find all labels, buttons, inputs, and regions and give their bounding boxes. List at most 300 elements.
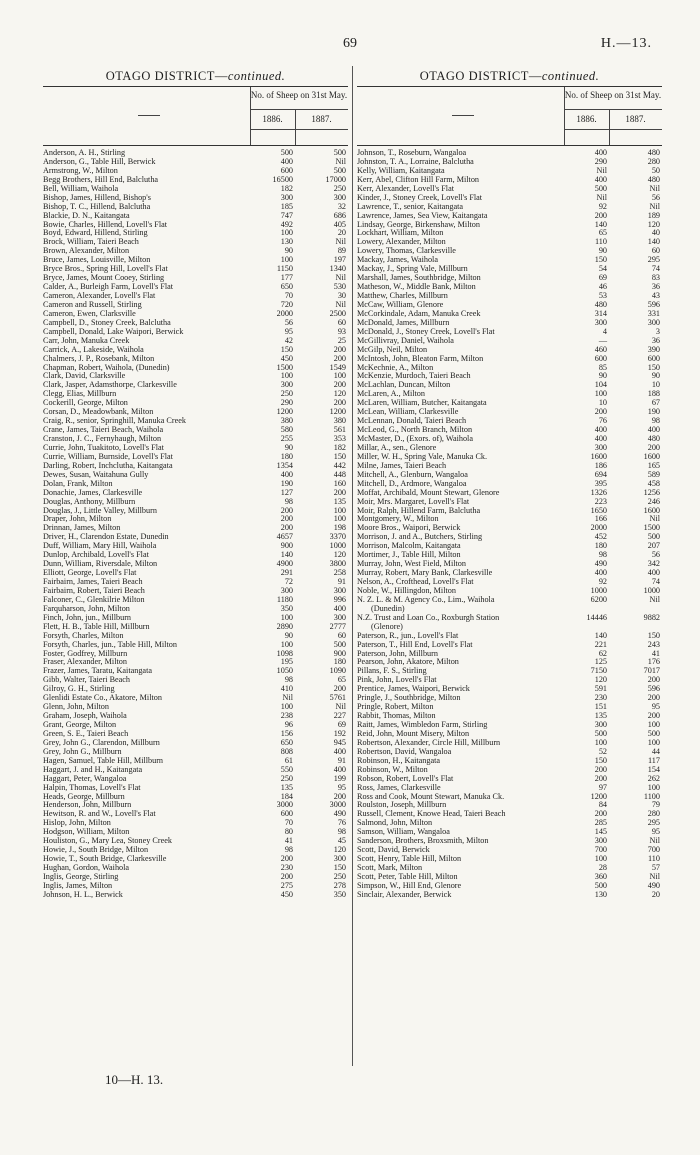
sheep-1887-cell: 561 [333,425,346,435]
sheep-1887-cell: 600 [647,353,660,363]
sheep-1887-cell: 188 [647,389,660,399]
owner-name-cell: Hagen, Samuel, Table Hill, Millburn [43,755,164,765]
table-row [43,774,348,783]
table-row [43,327,348,336]
owner-name-cell: Sanderson, Brothers, Broxsmith, Milton [357,836,489,846]
sheep-1887-cell: 83 [651,273,660,283]
table-row [43,443,348,452]
sheep-1886-cell: 400 [594,568,607,578]
sheep-1886-cell: 41 [284,836,293,846]
sheep-1886-cell: 127 [280,487,293,497]
sheep-1887-cell: 95 [651,702,660,712]
owner-name-cell: Heads, George, Millburn [43,791,125,801]
header-rule [250,129,348,130]
table-row [357,479,662,488]
table-row [43,523,348,532]
owner-name-cell: Mortimer, J., Table Hill, Milton [357,550,461,560]
sheep-1886-cell: 500 [280,148,293,157]
table-row [43,532,348,541]
sheep-1887-cell: 353 [333,434,346,443]
table-row [357,872,662,881]
sheep-1887-cell: 448 [333,469,346,479]
sheep-1887-cell: 89 [337,246,346,256]
owner-name-cell: Campbell, Donald, Lake Waipori, Berwick [43,326,184,336]
column-title-main: OTAGO DISTRICT— [105,69,228,83]
table-row [43,470,348,479]
sheep-1887-cell: Nil [649,871,660,881]
table-row [43,452,348,461]
table-row [43,497,348,506]
sheep-1886-cell: 4657 [276,532,293,542]
sheep-1887-cell: 95 [651,827,660,837]
sheep-1887-cell: Nil [335,299,346,309]
sheep-1886-cell: 300 [280,380,293,390]
table-row [357,380,662,389]
sheep-1886-cell: 250 [280,389,293,399]
sheep-1886-cell: 151 [594,702,607,712]
owner-name-cell: McLaren, A., Milton [357,389,425,399]
sheep-1887-cell: 589 [647,469,660,479]
sheep-1887-cell: 500 [647,728,660,738]
table-row [43,845,348,854]
sheep-1887-cell: 150 [647,362,660,372]
sheep-1886-cell: 600 [280,165,293,175]
owner-name-cell: Bryce Bros., Spring Hill, Lovell's Flat [43,264,168,274]
owner-name-cell: Anderson, G., Table Hill, Berwick [43,156,156,166]
owner-name-cell: Douglas, J., Little Valley, Millburn [43,505,157,515]
sheep-1886-cell: 70 [284,291,293,300]
sheep-1886-cell: 700 [594,845,607,855]
sheep-1886-cell: 100 [594,737,607,747]
table-body [357,148,662,899]
sheep-1886-cell: 223 [594,496,607,506]
sheep-1887-cell: 2500 [329,308,346,318]
table-row [357,282,662,291]
owner-name-cell: Gilroy, G. H., Stirling [43,684,115,694]
sheep-1886-cell: 28 [598,863,607,872]
owner-name-cell: Lowery, Thomas, Clarkesville [357,246,456,256]
owner-name-cell: McLennan, Donald, Taieri Beach [357,416,467,426]
owner-name-cell: Currie, William, Burnside, Lovell's Flat [43,451,173,461]
owner-name-cell: Lockhart, William, Milton [357,228,444,238]
sheep-1887-cell: 258 [333,568,346,578]
sheep-1886-cell: 4 [602,326,607,336]
sheep-1887-cell: 41 [651,648,660,658]
owner-name-cell: Dewes, Susan, Waitahuna Gully [43,469,149,479]
owner-name-cell: Carrick, A., Lakeside, Waihola [43,344,144,354]
sheep-1886-cell: 4900 [276,559,293,569]
sheep-1886-cell: 550 [280,764,293,774]
owner-name-cell: Hughan, Gordon, Waihola [43,863,130,872]
table-row [43,863,348,872]
sheep-1887-cell: 1200 [329,407,346,417]
sheep-1886-cell: 180 [594,541,607,551]
sheep-1887-cell: Nil [649,836,660,846]
sheep-1887-cell: 176 [647,657,660,667]
sheep-1886-cell: 130 [280,237,293,247]
sheep-1887-cell: 207 [647,541,660,551]
sheep-1887-cell: 197 [333,255,346,265]
page-number: 69 [343,36,357,51]
sheep-1887-cell: 1500 [643,523,660,533]
owner-name-cell: Haggart, J. and H., Kaitangata [43,764,143,774]
owner-name-cell: N. Z. L. & M. Agency Co., Lim., Waihola [357,594,495,604]
table-row [43,800,348,809]
table-row [43,640,348,649]
owner-name-cell: McKechnie, A., Milton [357,362,434,372]
sheep-1887-cell: 1100 [643,791,660,801]
owner-name-cell: Johnson, T., Roseburn, Wangaloa [357,148,467,157]
owner-name-cell: Johnston, T. A., Lorraine, Balclutha [357,156,474,166]
owner-name-cell: Graham, Joseph, Waihola [43,711,127,721]
owner-name-cell: Scott, Henry, Table Hill, Milton [357,854,462,864]
table-row [43,693,348,702]
owner-name-cell: McIntosh, John, Bleaton Farm, Milton [357,353,484,363]
sheep-1887-cell: 182 [333,442,346,452]
sheep-1887-cell: 945 [333,737,346,747]
sheep-1886-cell: 380 [280,416,293,426]
owner-name-cell: Gibb, Walter, Taieri Beach [43,675,131,685]
sheep-1886-cell: 747 [280,210,293,220]
table-row [43,836,348,845]
sheep-1887-cell: 400 [333,764,346,774]
sheep-1887-cell: 200 [333,380,346,390]
sheep-1887-cell: 480 [647,148,660,157]
sheep-1887-cell: 200 [647,442,660,452]
table-row [357,881,662,890]
sheep-1887-cell: 100 [647,737,660,747]
table-row [357,586,662,595]
owner-name-cell: Morrison, J. and A., Butchers, Stirling [357,532,483,542]
table-row [357,345,662,354]
owner-name-cell: Green, S. E., Taieri Beach [43,728,129,738]
owner-name-cell: Lawrence, James, Sea View, Kaitangata [357,210,488,220]
sheep-1886-cell: 2000 [276,308,293,318]
sheep-1887-cell: 243 [647,639,660,649]
sheep-1886-cell: 100 [280,255,293,265]
table-row [43,371,348,380]
sheep-1887-cell: 30 [337,291,346,300]
sheep-1886-cell: 200 [594,764,607,774]
sheep-1887-cell: 190 [647,407,660,417]
table-row [357,193,662,202]
owner-name-cell: Craig, R., senior, Springhill, Manuka Creek [43,416,186,426]
sheep-1886-cell: 2890 [276,621,293,631]
sheep-1887-cell: 90 [651,371,660,381]
owner-name-cell: Bowie, Charles, Hillend, Lovell's Flat [43,219,168,229]
sheep-1887-cell: 3370 [329,532,346,542]
sheep-1886-cell: 195 [280,657,293,667]
owner-name-cell: Grant, George, Milton [43,720,117,729]
table-row [43,363,348,372]
owner-name-cell: Glenn, John, Milton [43,702,109,712]
table-row [357,416,662,425]
sheep-1886-cell: 46 [598,282,607,292]
sheep-1886-cell: 95 [284,326,293,336]
sheep-1886-cell: 238 [280,711,293,721]
owner-name-cell: Mitchell, D., Ardmore, Wangaloa [357,478,467,488]
sheep-1886-cell: 104 [594,380,607,390]
sheep-1887-cell: 300 [333,192,346,202]
table-row [357,747,662,756]
sheep-1887-cell: 1600 [643,505,660,515]
sheep-1887-cell: 500 [333,148,346,157]
table-row [357,541,662,550]
sheep-1886-cell: 600 [280,809,293,819]
owner-name-cell: Kerr, Abel, Clifton Hill Farm, Milton [357,174,480,184]
sheep-1887-cell: 56 [651,550,660,560]
sheep-1887-cell: 200 [333,353,346,363]
table-row [43,479,348,488]
sheep-1886-cell: 400 [280,156,293,166]
table-row [357,470,662,479]
owner-name-cell: Pink, John, Lovell's Flat [357,675,437,685]
table-row [43,809,348,818]
sheep-1886-cell: 200 [280,514,293,524]
sheep-1886-cell: 1050 [276,666,293,676]
table-row [43,506,348,515]
sheep-1886-cell: 7150 [590,666,607,676]
table-row [357,693,662,702]
owner-name-cell: McDonald, J., Stoney Creek, Lovell's Flat [357,326,495,336]
owner-name-cell: McGilp, Neil, Milton [357,344,428,354]
sheep-1887-cell: 250 [333,871,346,881]
column-title-main: OTAGO DISTRICT— [419,69,542,83]
owner-name-cell: Inglis, George, Stirling [43,871,119,881]
owner-name-cell: Chapman, Robert, Waihola, (Dunedin) [43,362,170,372]
sheep-1887-cell: 280 [647,156,660,166]
sheep-1887-cell: 140 [647,237,660,247]
sheep-count-header: No. of Sheep on 31st May. [250,90,348,100]
owner-name-cell: Dunn, William, Riversdale, Milton [43,559,158,569]
sheep-1886-cell: 350 [280,603,293,613]
sheep-1886-cell: 1180 [276,594,293,604]
sheep-1887-cell: 250 [333,183,346,193]
sheep-1887-cell: 596 [647,299,660,309]
sheep-1886-cell: 180 [280,451,293,461]
sheep-1886-cell: 450 [280,889,293,899]
table-row [357,675,662,684]
sheep-1886-cell: 694 [594,469,607,479]
owner-name-cell: Forsyth, Charles, jun., Table Hill, Milton [43,639,177,649]
owner-name-cell: Simpson, W., Hill End, Glenore [357,880,462,890]
sheep-1887-cell: 44 [651,746,660,756]
sheep-1887-cell: 200 [333,791,346,801]
owner-name-cell: Lowery, Alexander, Milton [357,237,446,247]
table-row [43,872,348,881]
owner-name-cell: Darling, Robert, Inchclutha, Kaitangata [43,460,173,470]
table-row [357,765,662,774]
sheep-1887-cell: 154 [647,764,660,774]
sheep-1886-cell: 200 [280,854,293,864]
sheep-1886-cell: 500 [594,728,607,738]
sheep-1887-cell: 160 [333,478,346,488]
table-row [357,425,662,434]
sheep-1886-cell: 580 [280,425,293,435]
owner-name-cell: Hewitson, R. and W., Lovell's Flat [43,809,156,819]
sheep-1886-cell: 200 [280,871,293,881]
sheep-1886-cell: 70 [284,818,293,828]
sheep-1887-cell: 300 [333,854,346,864]
table-row [43,246,348,255]
table-row [43,380,348,389]
sheep-1887-cell: 7017 [643,666,660,676]
table-row [43,336,348,345]
owner-name-cell: Cameron and Russell, Stirling [43,299,142,309]
owner-name-cell: Moore Bros., Waipori, Berwick [357,523,461,533]
owner-name-cell: Begg Brothers, Hill End, Balclutha [43,174,159,184]
sheep-1887-cell: Nil [649,201,660,211]
owner-name-cell: Matthew, Charles, Millburn [357,291,448,300]
sheep-1887-cell: 390 [647,344,660,354]
sheep-1887-cell: Nil [335,237,346,247]
owner-name-cell: Anderson, A. H., Stirling [43,148,126,157]
header-rule [564,129,662,130]
sheep-1887-cell: 36 [651,335,660,345]
table-row [43,720,348,729]
table-row [43,649,348,658]
sheep-1887-cell: 10 [651,380,660,390]
sheep-1886-cell: 2000 [590,523,607,533]
sheep-1886-cell: 69 [598,273,607,283]
sheep-1887-cell: 74 [651,264,660,274]
sheep-1886-cell: 285 [594,818,607,828]
table-row [357,595,662,604]
owner-name-cell: Mackay, J., Spring Vale, Millburn [357,264,468,274]
sheep-1887-cell: 110 [648,854,660,864]
table-row [357,389,662,398]
table-row [357,202,662,211]
sheep-1887-cell: 1340 [329,264,346,274]
table-row [43,568,348,577]
sheep-1887-cell: 400 [333,603,346,613]
owner-name-cell: N.Z. Trust and Loan Co., Roxburgh Station [357,612,500,622]
sheep-1886-cell: 300 [280,585,293,595]
owner-name-cell: Donachie, James, Clarkesville [43,487,143,497]
sheep-1887-cell: 458 [647,478,660,488]
owner-name-cell: Lawrence, T., senior, Kaitangata [357,201,463,211]
sheep-1886-cell: 120 [594,675,607,685]
owner-name-cell: McLeod, G., North Branch, Milton [357,425,473,435]
sheep-1887-cell: 1000 [329,541,346,551]
sheep-1887-cell: 180 [333,657,346,667]
year-1886-header: 1886. [576,114,597,124]
owner-name-cell: Haggart, Peter, Wangaloa [43,773,127,783]
table-row [43,702,348,711]
sheep-1887-cell: Nil [335,273,346,283]
sheep-1886-cell: 110 [595,237,607,247]
table-row [357,738,662,747]
sheep-1887-cell: 5761 [329,693,346,703]
owner-name-cell: Nelson, A., Crofthead, Lovell's Flat [357,577,474,586]
table-row [357,532,662,541]
sheep-1886-cell: 61 [284,755,293,765]
sheep-1887-cell: 200 [333,344,346,354]
table-row [43,738,348,747]
sheep-1887-cell: 56 [651,192,660,202]
sheep-1886-cell: 140 [594,630,607,640]
owner-name-cell: Miller, W. H., Spring Vale, Manuka Ck. [357,451,488,461]
sheep-1886-cell: 500 [594,183,607,193]
owner-name-cell: Scott, David, Berwick [357,845,430,855]
owner-name-cell: Driver, H., Clarendon Estate, Dunedin [43,532,169,542]
sheep-1887-cell: 100 [647,720,660,729]
owner-name-cell: Glenlidi Estate Co., Akatore, Milton [43,693,162,703]
table-row [357,800,662,809]
sheep-1886-cell: 200 [280,523,293,533]
owner-name-cell: Bishop, T. C., Hillend, Balclutha [43,201,151,211]
owner-name-cell: Corsan, D., Meadowbank, Milton [43,407,154,417]
table-row [357,291,662,300]
table-row [357,264,662,273]
sheep-1887-cell: 596 [647,684,660,694]
sheep-1886-cell: 290 [594,156,607,166]
owner-name-cell: Murray, John, West Field, Milton [357,559,466,569]
owner-name-cell: Paterson, R., jun., Lovell's Flat [357,630,459,640]
owner-name-cell: Paterson, T., Hill End, Lovell's Flat [357,639,473,649]
sheep-1886-cell: 130 [594,889,607,899]
table-row [357,649,662,658]
owner-name-cell: Houliston, G., Mary Lea, Stoney Creek [43,836,172,846]
table-row [357,407,662,416]
table-row [357,863,662,872]
owner-name-cell: Marshall, James, Southbridge, Milton [357,273,481,283]
column-title-continued: continued. [541,69,600,83]
sheep-1886-cell: 1650 [590,505,607,515]
owner-name-cell: Lindsay, George, Birkenshaw, Milton [357,219,480,229]
table-row [357,273,662,282]
sheep-1887-cell: Nil [649,514,660,524]
table-row [43,255,348,264]
owner-name-cell: Moir, Mrs. Margaret, Lovell's Flat [357,496,470,506]
owner-name-cell: Crane, James, Taieri Beach, Waihola [43,425,164,435]
sheep-1887-cell: 43 [651,291,660,300]
table-row [43,318,348,327]
sheep-1887-cell: 400 [647,425,660,435]
owner-name-cell: Raitt, James, Wimbledon Farm, Stirling [357,720,488,729]
owner-name-cell: Robertson, Alexander, Circle Hill, Millburn [357,737,501,747]
sheep-1886-cell: 900 [280,541,293,551]
sheep-1887-cell: 69 [337,720,346,729]
sheep-1887-cell: 200 [647,711,660,721]
left-column [43,66,348,899]
table-row [357,568,662,577]
owner-name-cell: Sinclair, Alexander, Berwick [357,889,452,899]
owner-name-cell: Reid, John, Mount Misery, Milton [357,728,470,738]
sheep-1887-cell: 480 [647,434,660,443]
sheep-1886-cell: 650 [280,737,293,747]
sheep-1886-cell: 190 [280,478,293,488]
sheep-1886-cell: 1600 [590,451,607,461]
sheep-1886-cell: 230 [594,693,607,703]
sheep-1886-cell: 460 [594,344,607,354]
owner-name-cell: McLachlan, Duncan, Milton [357,380,451,390]
owner-name-cell: McKenzie, Murdoch, Taieri Beach [357,371,471,381]
owner-name-cell: Clegg, Elias, Millburn [43,389,117,399]
sheep-1887-cell: 189 [647,210,660,220]
sheep-1887-cell: 1600 [643,451,660,461]
owner-name-cell: Forsyth, Charles, Milton [43,630,124,640]
sheep-1886-cell: 54 [598,264,607,274]
table-row [43,783,348,792]
sheep-1887-cell: 227 [333,711,346,721]
owner-name-cell: Montgomery, W., Milton [357,514,439,524]
owner-name-cell: Carr, John, Manuka Creek [43,335,130,345]
sheep-1887-cell: 342 [647,559,660,569]
owner-name-cell: Campbell, D., Stoney Creek, Balclutha [43,317,171,327]
sheep-1887-cell: 100 [333,514,346,524]
sheep-1886-cell: 400 [594,174,607,184]
